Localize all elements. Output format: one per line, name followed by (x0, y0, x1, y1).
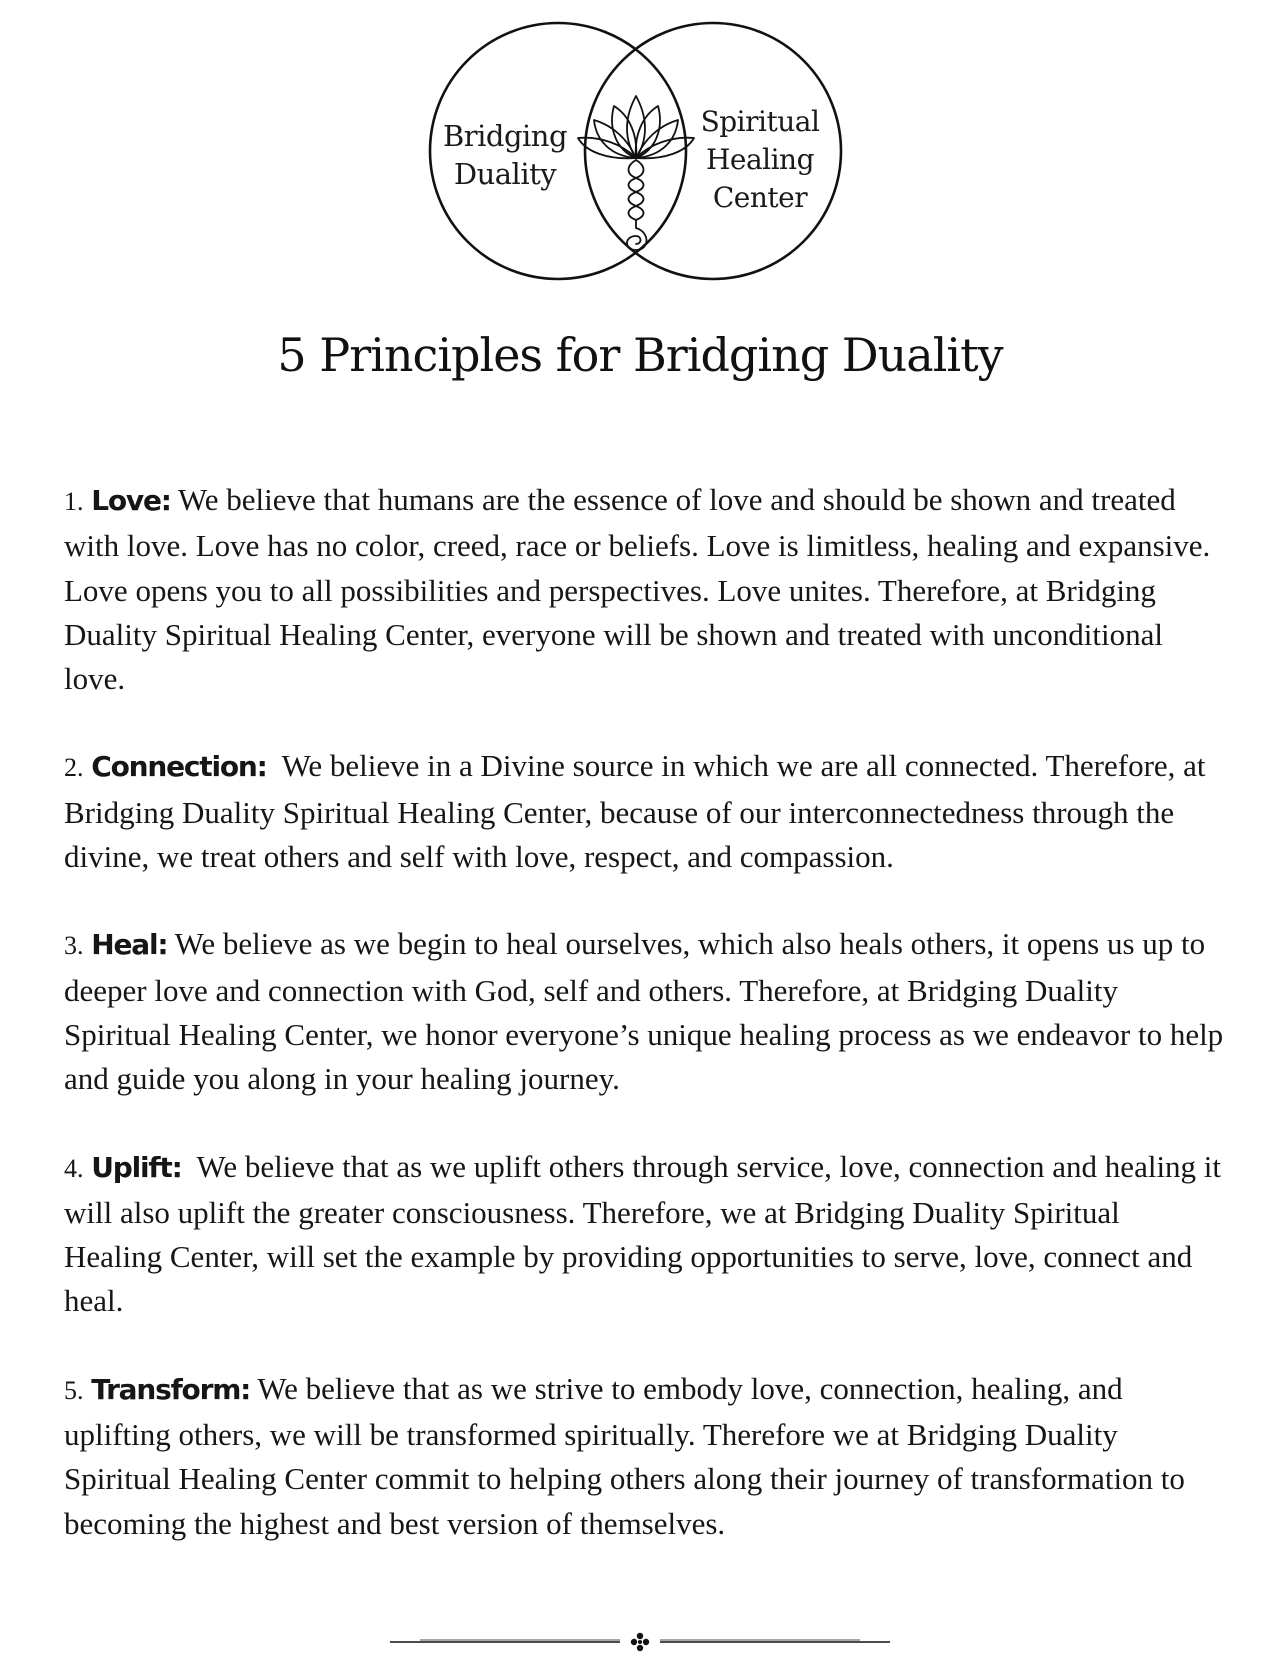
logo-right-text (685, 103, 835, 217)
logo-right-line: Spiritual (700, 105, 820, 138)
principle-term: Connection: (91, 750, 267, 784)
logo-right-line: Center (712, 181, 808, 214)
principle-number: 2. (64, 753, 84, 783)
principle-number: 3. (64, 931, 84, 961)
principle-transform (64, 1367, 1224, 1546)
fleuron-divider-icon (380, 1632, 900, 1652)
principle-uplift (64, 1145, 1224, 1324)
principle-text: We believe that humans are the essence of love and should be shown and treated with love. Love has no color, creed, race or beliefs. Love is limitless, healing and expansive. Love opens you to all possibilities and perspectives. Love unites. Therefore, at Bridging Duality Spiritual Healing Center, everyone will be shown and treated with unconditional love. (64, 482, 1211, 697)
principle-text: We believe that as we strive to embody love, connection, healing, and uplifting others, we will be transformed spiritually. Therefore we at Bridging Duality Spiritual Healing Center commit to helping others along their journey of transformation to becoming the highest and best version of themselves. (64, 1370, 1185, 1541)
venn-logo (410, 10, 870, 295)
principle-text: We believe that as we uplift others through service, love, connection and healing it will also uplift the greater consciousness. Therefore, we at Bridging Duality Spiritual Healing Center, will set the example by providing opportunities to serve, love, connect and heal. (64, 1148, 1222, 1319)
principle-heal (64, 922, 1224, 1101)
principle-term: Uplift: (91, 1150, 182, 1184)
principle-term: Love: (91, 484, 171, 517)
logo-right-line: Healing (705, 143, 815, 176)
page-title: 5 Principles for Bridging Duality (277, 328, 1003, 382)
principles-list (64, 478, 1224, 1589)
ornament-divider (380, 1632, 900, 1652)
principle-term: Transform: (91, 1372, 251, 1406)
principle-text: We believe as we begin to heal ourselves, which also heals others, it opens us up to deeper love and connection with God, self and others. Therefore, at Bridging Duality Spiritual Healing Center, we honor everyone’s unique healing process as we endeavor to help and guide you along in your healing journey. (64, 926, 1224, 1097)
unalome-icon (627, 160, 647, 250)
logo-left-line: Duality (453, 157, 557, 191)
principle-number: 5. (64, 1375, 84, 1405)
logo-left-text (430, 117, 580, 193)
principle-term: Heal: (91, 928, 168, 962)
principle-number: 4. (64, 1153, 84, 1183)
principle-number: 1. (64, 487, 84, 516)
principle-text: We believe in a Divine source in which we are all connected. Therefore, at Bridging Duality Spiritual Healing Center, because of our interconnectedness through the divine, we treat others and self with love, respect, and compassion. (64, 748, 1206, 875)
principle-connection (64, 744, 1224, 879)
principle-love (64, 478, 1224, 701)
logo-left-line: Bridging (442, 119, 568, 153)
